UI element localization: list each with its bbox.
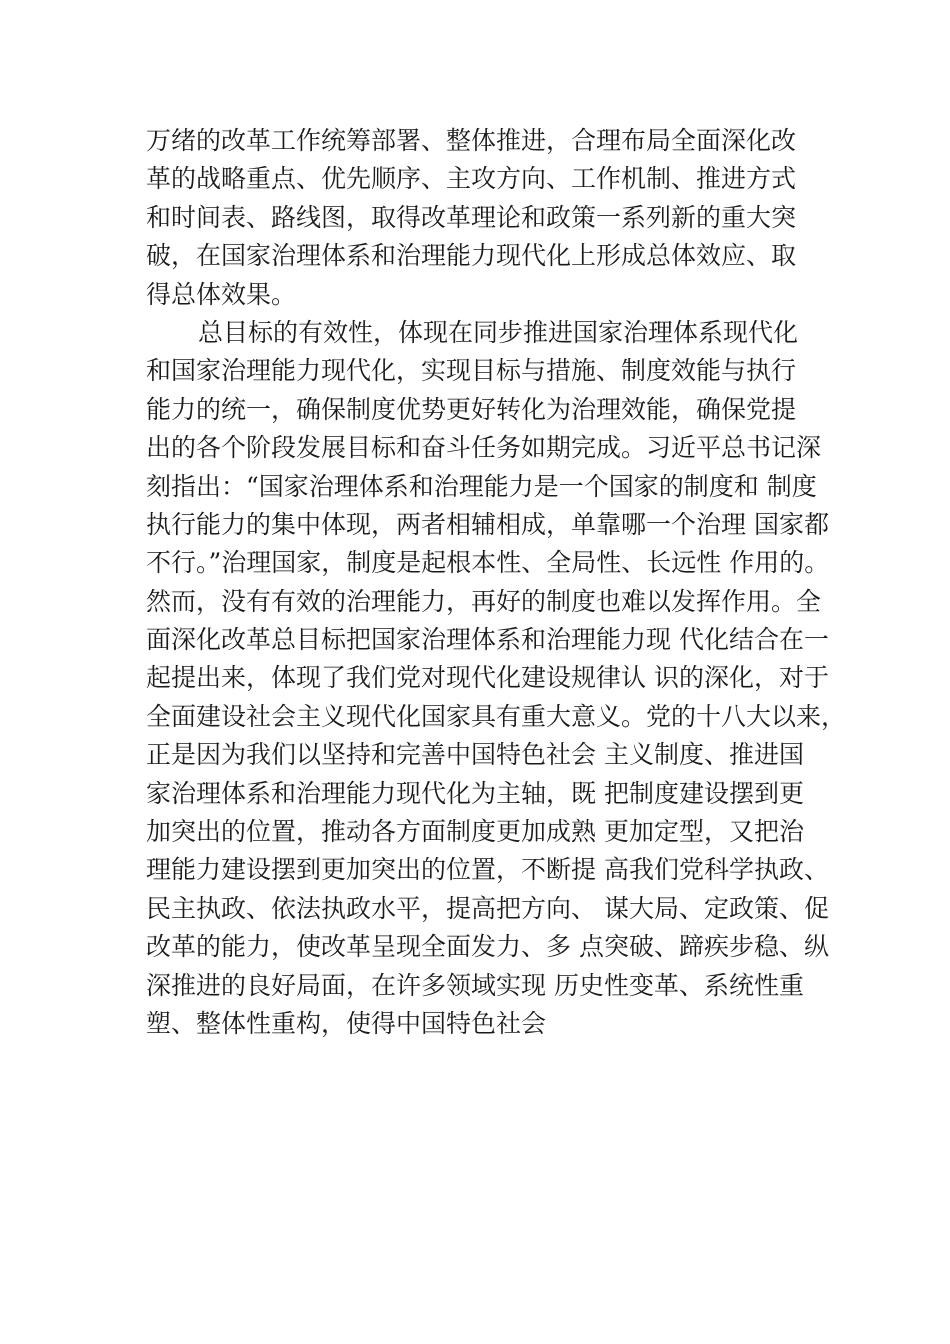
text-line: 破，在国家治理体系和治理能力现代化上形成总体效应、取: [146, 241, 797, 271]
text-line: 总目标的有效性，体现在同步推进国家治理体系现代化: [198, 317, 799, 347]
text-line: 万绪的改革工作统筹部署、整体推进，合理布局全面深化改: [146, 126, 797, 155]
text-line: 革的战略重点、优先顺序、主攻方向、工作机制、推进方式: [146, 164, 797, 194]
text-line: 能力的统一，确保制度优势更好转化为治理效能，确保党提: [146, 394, 797, 424]
text-line: 和时间表、路线图，取得改革理论和政策一系列新的重大突: [146, 202, 797, 232]
text-line: 理能力建设摆到更加突出的位置，不断提 高我们党科学执政、: [146, 855, 829, 885]
text-line: 正是因为我们以坚持和完善中国特色社会 主义制度、推进国: [146, 740, 804, 770]
text-line: 全面建设社会主义现代化国家具有重大意义。党的十八大以来，: [146, 701, 847, 731]
paragraph-1: [146, 122, 846, 314]
text-line: 民主执政、依法执政水平，提高把方向、 谋大局、定政策、促: [146, 893, 829, 923]
text-line: 改革的能力，使改革呈现全面发力、多 点突破、蹄疾步稳、纵: [146, 932, 829, 962]
text-line: 不行。”治理国家，制度是起根本性、全局性、长远性 作用的。: [146, 548, 830, 578]
text-line: 和国家治理能力现代化，实现目标与措施、制度效能与执行: [146, 356, 797, 386]
text-line: 面深化改革总目标把国家治理体系和治理能力现 代化结合在一: [146, 625, 829, 655]
text-line: 加突出的位置，推动各方面制度更加成熟 更加定型，又把治: [146, 817, 804, 847]
text-line: 刻指出：“国家治理体系和治理能力是一个国家的制度和 制度: [146, 471, 817, 501]
text-line: 起提出来，体现了我们党对现代化建设规律认 识的深化，对于: [146, 663, 829, 693]
text-line: 执行能力的集中体现，两者相辅相成，单靠哪一个治理 国家都: [146, 509, 829, 539]
paragraph-2: [146, 314, 846, 1043]
text-line: 然而，没有有效的治理能力，再好的制度也难以发挥作用。全: [146, 586, 822, 616]
text-line: 家治理体系和治理能力现代化为主轴，既 把制度建设摆到更: [146, 778, 804, 808]
text-line: 塑、整体性重构，使得中国特色社会: [146, 1008, 547, 1038]
text-line: 得总体效果。: [146, 279, 297, 309]
text-line: 出的各个阶段发展目标和奋斗任务如期完成。习近平总书记深: [146, 433, 822, 463]
document-body: [146, 122, 846, 1043]
text-line: 深推进的良好局面，在许多领域实现 历史性变革、系统性重: [146, 970, 804, 1000]
